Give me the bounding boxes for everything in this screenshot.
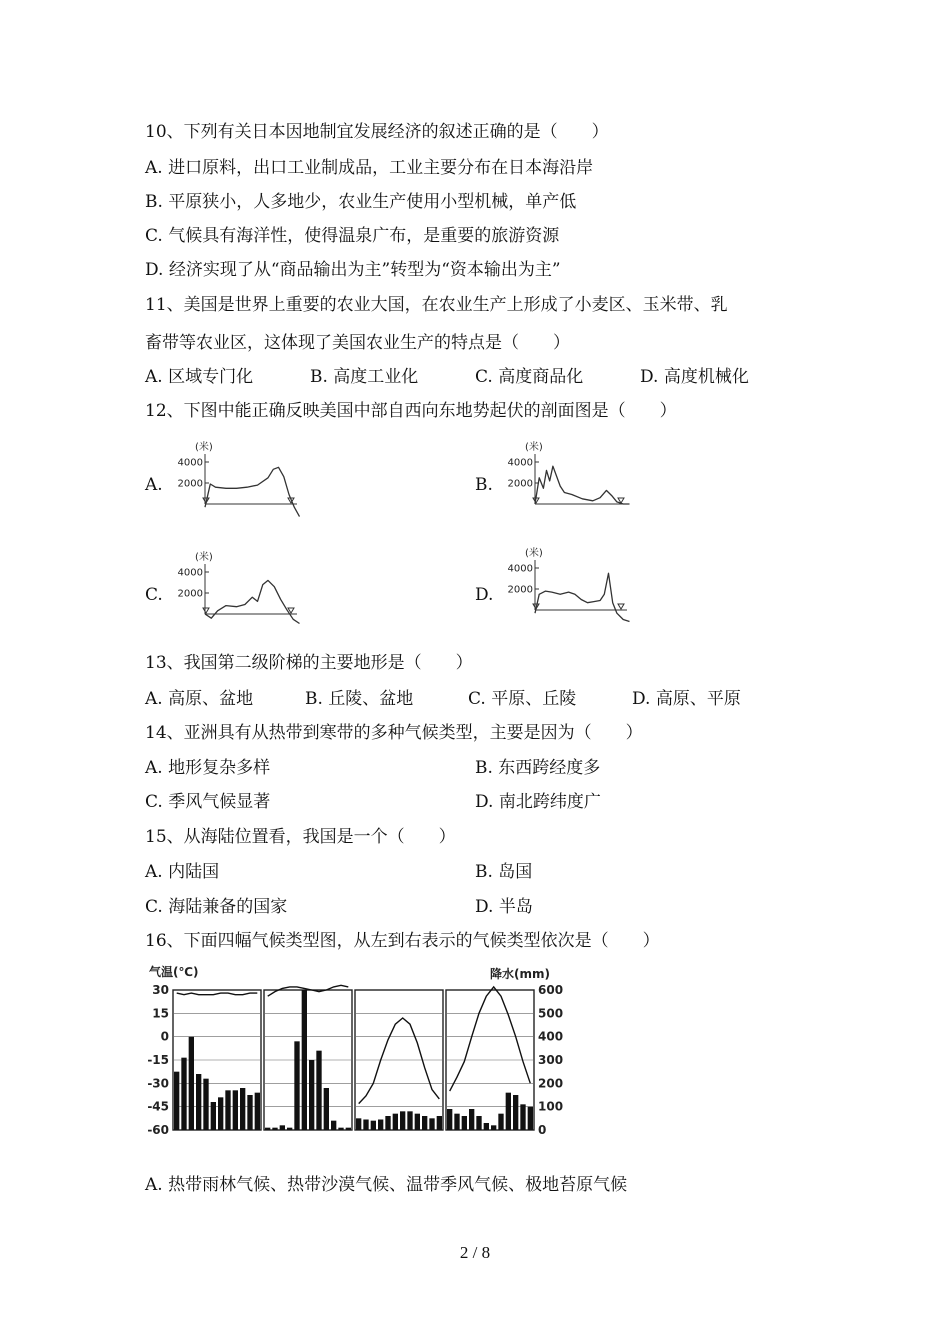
profile-line — [205, 580, 300, 623]
precipitation-bar — [294, 1041, 299, 1130]
y-tick-label: 2000 — [177, 478, 203, 490]
precipitation-bar — [385, 1116, 390, 1130]
temperature-curve — [359, 1018, 440, 1104]
q13-option-c: C. 平原、丘陵 — [468, 689, 577, 709]
y-tick-label: 2000 — [507, 478, 533, 490]
q11-stem-line1: 11、美国是世界上重要的农业大国，在农业生产上形成了小麦区、玉米带、乳 — [145, 295, 728, 315]
q10-option-c: C. 气候具有海洋性，使得温泉广布，是重要的旅游资源 — [145, 226, 560, 246]
precipitation-bar — [309, 1060, 314, 1130]
east-marker — [618, 604, 624, 609]
q13-stem: 13、我国第二级阶梯的主要地形是（ ） — [145, 653, 473, 673]
precipitation-bar — [287, 1128, 292, 1130]
y-unit-label: (米) — [525, 548, 543, 559]
q11-option-c: C. 高度商品化 — [475, 367, 584, 387]
precipitation-bar — [196, 1074, 201, 1130]
q13-option-a: A. 高原、盆地 — [145, 689, 254, 709]
precipitation-bar — [469, 1109, 474, 1130]
q15-option-b: B. 岛国 — [475, 862, 533, 882]
precipitation-tick-label: 500 — [538, 1006, 564, 1021]
precipitation-bar — [400, 1111, 405, 1130]
precipitation-bar — [506, 1093, 511, 1130]
q15-stem: 15、从海陆位置看，我国是一个（ ） — [145, 827, 456, 847]
q11-option-a: A. 区域专门化 — [145, 367, 254, 387]
temperature-tick-label: 30 — [152, 983, 169, 997]
precipitation-bar — [324, 1088, 329, 1130]
q11-option-d: D. 高度机械化 — [640, 367, 749, 387]
y-tick-label: 2000 — [507, 584, 533, 596]
q16-option-a: A. 热带雨林气候、热带沙漠气候、温带季风气候、极地苔原气候 — [145, 1175, 628, 1195]
profile-chart-c — [165, 542, 305, 632]
precipitation-bar — [407, 1111, 412, 1130]
profile-line — [205, 467, 300, 516]
precipitation-tick-label: 200 — [538, 1076, 564, 1091]
temperature-tick-label: 0 — [160, 1029, 169, 1044]
precipitation-bar — [346, 1128, 351, 1130]
precipitation-bar — [203, 1079, 208, 1130]
profile-chart-b — [495, 432, 635, 522]
q14-option-a: A. 地形复杂多样 — [145, 758, 271, 778]
y-unit-label: (米) — [195, 552, 213, 563]
q12-letter-a: A. — [145, 475, 163, 495]
profile-line — [535, 573, 630, 621]
y-tick-label: 4000 — [507, 563, 533, 575]
q10-option-b: B. 平原狭小，人多地少，农业生产使用小型机械，单产低 — [145, 192, 577, 212]
climate-charts — [145, 962, 570, 1142]
temperature-curve — [268, 985, 349, 996]
q14-option-d: D. 南北跨纬度广 — [475, 792, 601, 812]
y-unit-label: (米) — [525, 442, 543, 453]
precipitation-bar — [513, 1095, 518, 1130]
precipitation-bar — [225, 1090, 230, 1130]
precipitation-bar — [520, 1104, 525, 1130]
precipitation-bar — [255, 1093, 260, 1130]
q13-option-b: B. 丘陵、盆地 — [305, 689, 414, 709]
precipitation-bar — [316, 1051, 321, 1130]
precipitation-bar — [181, 1058, 186, 1130]
precipitation-bar — [240, 1088, 245, 1130]
temperature-tick-label: -15 — [147, 1053, 169, 1067]
precipitation-bar — [356, 1118, 361, 1130]
precipitation-tick-label: 100 — [538, 1099, 564, 1114]
precipitation-bar — [280, 1125, 285, 1130]
page-number: 2 / 8 — [459, 1243, 491, 1262]
q10-option-a: A. 进口原料，出口工业制成品，工业主要分布在日本海沿岸 — [145, 158, 594, 178]
temperature-curve — [450, 987, 531, 1091]
precipitation-tick-label: 300 — [538, 1053, 564, 1067]
q14-stem: 14、亚洲具有从热带到寒带的多种气候类型，主要是因为（ ） — [145, 723, 643, 743]
precipitation-tick-label: 0 — [538, 1123, 547, 1137]
profile-chart-d — [495, 538, 635, 628]
precipitation-bar — [331, 1121, 336, 1130]
y-tick-label: 4000 — [177, 567, 203, 579]
y-unit-label: (米) — [195, 442, 213, 453]
q10-option-d: D. 经济实现了从“商品输出为主”转型为“资本输出为主” — [145, 260, 561, 280]
temperature-tick-label: -45 — [147, 1099, 169, 1114]
precipitation-bar — [415, 1114, 420, 1130]
q11-option-b: B. 高度工业化 — [310, 367, 419, 387]
y-tick-label: 2000 — [177, 588, 203, 600]
q14-option-c: C. 季风气候显著 — [145, 792, 271, 812]
profile-chart-a — [165, 432, 305, 522]
temperature-curve — [177, 993, 258, 995]
west-marker — [203, 608, 209, 613]
precipitation-bar — [247, 1095, 252, 1130]
precipitation-bar — [211, 1102, 216, 1130]
q11-stem-line2: 畜带等农业区，这体现了美国农业生产的特点是（ ） — [145, 333, 570, 353]
precipitation-bar — [498, 1114, 503, 1130]
precipitation-bar — [454, 1114, 459, 1130]
precipitation-bar — [393, 1114, 398, 1130]
precipitation-tick-label: 400 — [538, 1029, 564, 1044]
precipitation-bar — [429, 1118, 434, 1130]
y-tick-label: 4000 — [507, 457, 533, 469]
q12-stem: 12、下图中能正确反映美国中部自西向东地势起伏的剖面图是（ ） — [145, 401, 677, 421]
precipitation-bar — [491, 1125, 496, 1130]
precipitation-bar — [484, 1123, 489, 1130]
precipitation-bar — [371, 1121, 376, 1130]
q12-letter-b: B. — [475, 475, 493, 495]
precipitation-bar — [378, 1120, 383, 1131]
precipitation-bar — [363, 1120, 368, 1131]
precipitation-bar — [476, 1116, 481, 1130]
precipitation-bar — [265, 1128, 270, 1130]
temperature-tick-label: -30 — [147, 1076, 169, 1091]
q14-option-b: B. 东西跨经度多 — [475, 758, 601, 778]
q15-option-c: C. 海陆兼备的国家 — [145, 897, 288, 917]
temperature-tick-label: 15 — [152, 1006, 169, 1021]
q13-option-d: D. 高原、平原 — [632, 689, 741, 709]
precipitation-tick-label: 600 — [538, 983, 564, 997]
precipitation-bar — [447, 1109, 452, 1130]
precipitation-bar — [218, 1097, 223, 1130]
temperature-title: 气温(℃) — [149, 965, 199, 979]
q15-option-d: D. 半岛 — [475, 897, 533, 917]
temperature-tick-label: -60 — [147, 1123, 169, 1137]
q12-letter-c: C. — [145, 585, 163, 605]
precipitation-bar — [302, 990, 307, 1130]
q10-stem: 10、下列有关日本因地制宜发展经济的叙述正确的是（ ） — [145, 122, 609, 142]
precipitation-title: 降水(mm) — [490, 967, 550, 981]
precipitation-bar — [174, 1072, 179, 1130]
precipitation-bar — [462, 1116, 467, 1130]
precipitation-bar — [338, 1128, 343, 1130]
profile-line — [535, 466, 630, 504]
precipitation-bar — [189, 1037, 194, 1130]
precipitation-bar — [272, 1128, 277, 1130]
y-tick-label: 4000 — [177, 457, 203, 469]
q12-letter-d: D. — [475, 585, 494, 605]
precipitation-bar — [233, 1090, 238, 1130]
q16-stem: 16、下面四幅气候类型图，从左到右表示的气候类型依次是（ ） — [145, 931, 660, 951]
precipitation-bar — [528, 1107, 533, 1130]
q15-option-a: A. 内陆国 — [145, 862, 220, 882]
precipitation-bar — [437, 1116, 442, 1130]
precipitation-bar — [422, 1116, 427, 1130]
